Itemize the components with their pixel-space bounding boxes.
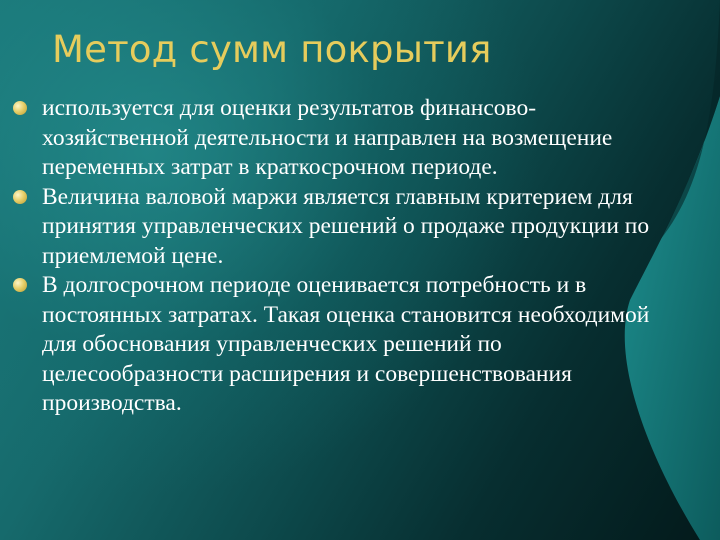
slide-title: Метод сумм покрытия bbox=[52, 28, 492, 71]
bullet-item bbox=[0, 94, 668, 183]
bullet-list bbox=[0, 94, 700, 419]
bullet-dot-icon bbox=[13, 278, 27, 292]
bullet-text: Величина валовой маржи является главным критерием для принятия управленческих решений о продаже продукции по приемлемой цене. bbox=[42, 183, 650, 269]
bullet-dot-icon bbox=[13, 190, 27, 204]
bullet-dot-icon bbox=[13, 101, 27, 115]
bullet-item bbox=[0, 271, 668, 419]
bullet-item bbox=[0, 183, 668, 272]
bullet-text: В долгосрочном периоде оценивается потребность и в постоянных затратах. Такая оценка становится необходимой для обоснования управленческих решений по целесообразности расширения и совершенствования производства. bbox=[42, 272, 650, 416]
bullet-text: используется для оценки результатов финансово-хозяйственной деятельности и направлен на возмещение переменных затрат в краткосрочном периоде. bbox=[42, 95, 613, 180]
